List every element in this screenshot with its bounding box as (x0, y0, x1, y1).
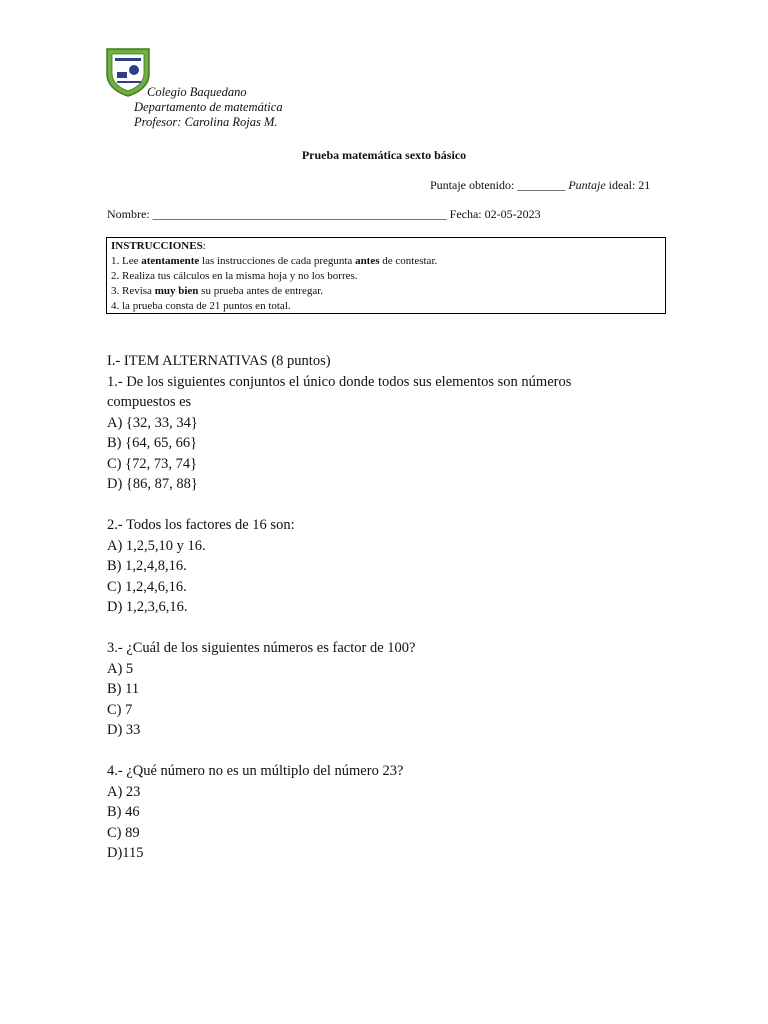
student-line (107, 207, 541, 222)
question-4-option-c: C) 89 (107, 824, 140, 841)
instruction-item: 3. Revisa muy bien su prueba antes de entregar. (111, 285, 324, 297)
question-4-text: 4.- ¿Qué número no es un múltiplo del número 23? (107, 763, 404, 779)
name-field-label: Nombre: _________________________________________________ (107, 207, 447, 221)
instruction-item: 4. la prueba consta de 21 puntos en total. (111, 300, 291, 312)
question-2-option-d: D) 1,2,3,6,16. (107, 599, 188, 615)
test-title: Prueba matemática sexto básico (301, 148, 467, 162)
question-4-option-b: B) 46 (107, 804, 140, 820)
question-3-option-a: A) 5 (107, 660, 134, 677)
instructions-box (106, 237, 666, 314)
department-name: Departamento de matemática (134, 100, 283, 114)
question-3-text: 3.- ¿Cuál de los siguientes números es factor de 100? (107, 640, 416, 656)
section-title: I.- ITEM ALTERNATIVAS (8 puntos) (107, 353, 331, 369)
question-2-text: 2.- Todos los factores de 16 son: (107, 517, 295, 533)
score-ideal-label: Puntaje (568, 178, 606, 192)
question-4-option-a: A) 23 (107, 783, 141, 800)
score-ideal-value: ideal: 21 (605, 178, 651, 192)
question-1-text: 1.- De los siguientes conjuntos el único donde todos sus elementos son números compuestos es (107, 373, 572, 410)
question-3-option-c: C) 7 (107, 701, 133, 718)
question-1-option-b: B) {64, 65, 66} (107, 435, 198, 451)
question-1-option-a: A) {32, 33, 34} (107, 414, 198, 431)
question-3-option-d: D) 33 (107, 722, 141, 738)
question-2-option-c: C) 1,2,4,6,16. (107, 578, 187, 595)
question-4-option-d: D)115 (107, 845, 144, 861)
teacher-name: Profesor: Carolina Rojas M. (134, 115, 278, 129)
school-name: Colegio Baquedano (147, 85, 247, 99)
score-obtained-label: Puntaje obtenido: ________ (430, 178, 566, 192)
question-2-option-b: B) 1,2,4,8,16. (107, 558, 187, 574)
instruction-item: 1. Lee atentamente las instrucciones de cada pregunta antes de contestar. (111, 255, 438, 267)
school-logo (104, 46, 152, 98)
question-3-option-b: B) 11 (107, 681, 140, 697)
date-label: Fecha: 02-05-2023 (449, 207, 541, 221)
questions-section (107, 351, 607, 864)
question-1-option-c: C) {72, 73, 74} (107, 455, 198, 472)
question-2-option-a: A) 1,2,5,10 y 16. (107, 537, 206, 554)
score-line (430, 178, 650, 193)
instructions-heading: INSTRUCCIONES: (111, 240, 206, 252)
question-1-option-d: D) {86, 87, 88} (107, 476, 198, 492)
instruction-item: 2. Realiza tus cálculos en la misma hoja y no los borres. (111, 270, 358, 282)
